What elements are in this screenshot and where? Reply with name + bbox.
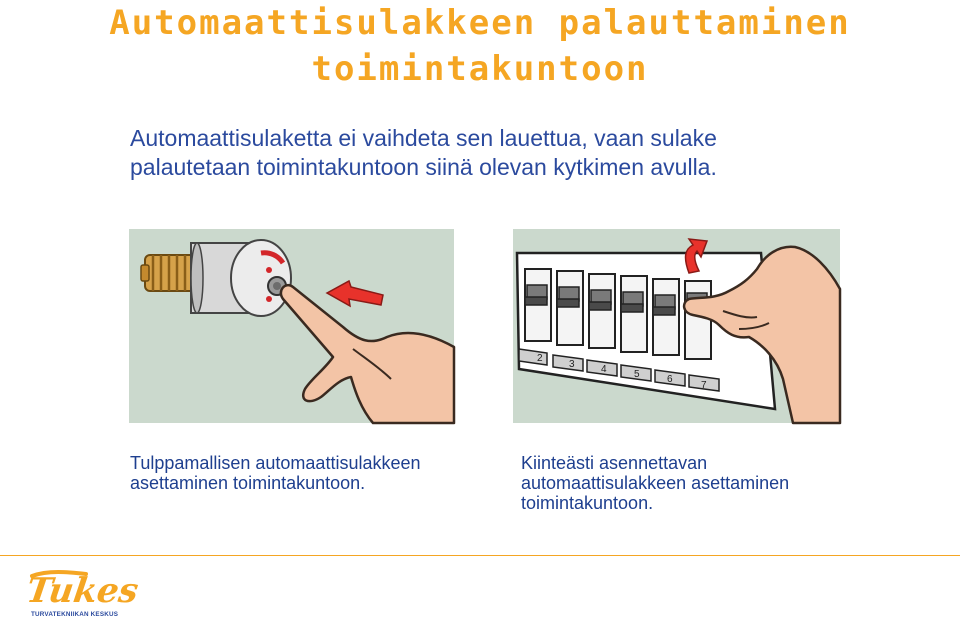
caption-right-line-3: toimintakuntoon. — [521, 493, 654, 513]
intro-text — [130, 124, 890, 182]
tukes-logo — [23, 568, 141, 620]
hand-pressing-icon — [281, 285, 454, 423]
breaker-number-3: 3 — [569, 359, 575, 370]
caption-right-line-1: Kiinteästi asennettavan — [521, 453, 708, 473]
caption-din-breaker — [521, 453, 881, 513]
svg-text:TURVATEKNIIKAN KESKUS: TURVATEKNIIKAN KESKUS — [31, 611, 119, 618]
fuse-body — [191, 240, 291, 316]
intro-line-1: Automaattisulaketta ei vaihdeta sen lauettua, vaan sulake — [130, 125, 717, 151]
page-title — [0, 0, 960, 92]
breaker-number-4: 4 — [601, 364, 607, 375]
caption-right-line-2: automaattisulakkeen asettaminen — [521, 473, 790, 493]
fuse-thread — [141, 255, 195, 291]
breaker-number-2: 2 — [537, 353, 543, 364]
caption-left-line-2: asettaminen toimintakuntoon. — [130, 473, 366, 493]
svg-text:Tukes: Tukes — [23, 571, 141, 611]
caption-left-line-1: Tulppamallisen automaattisulakkeen — [130, 453, 421, 473]
breaker-number-5: 5 — [634, 369, 640, 380]
caption-plug-fuse — [130, 453, 490, 493]
push-arrow-icon — [327, 281, 383, 306]
page-title-line-1: Automaattisulakkeen palauttaminen — [109, 3, 851, 43]
din-breaker-drawing — [513, 229, 840, 423]
breaker-number-6: 6 — [667, 374, 673, 385]
breaker-number-7: 7 — [701, 380, 707, 391]
plug-fuse-illustration — [129, 229, 454, 423]
page-title-line-2: toimintakuntoon — [311, 49, 649, 89]
plug-fuse-drawing — [129, 229, 454, 423]
footer-divider — [0, 555, 960, 556]
intro-line-2: palautetaan toimintakuntoon siinä olevan kytkimen avulla. — [130, 154, 717, 180]
din-breaker-illustration — [513, 229, 840, 423]
